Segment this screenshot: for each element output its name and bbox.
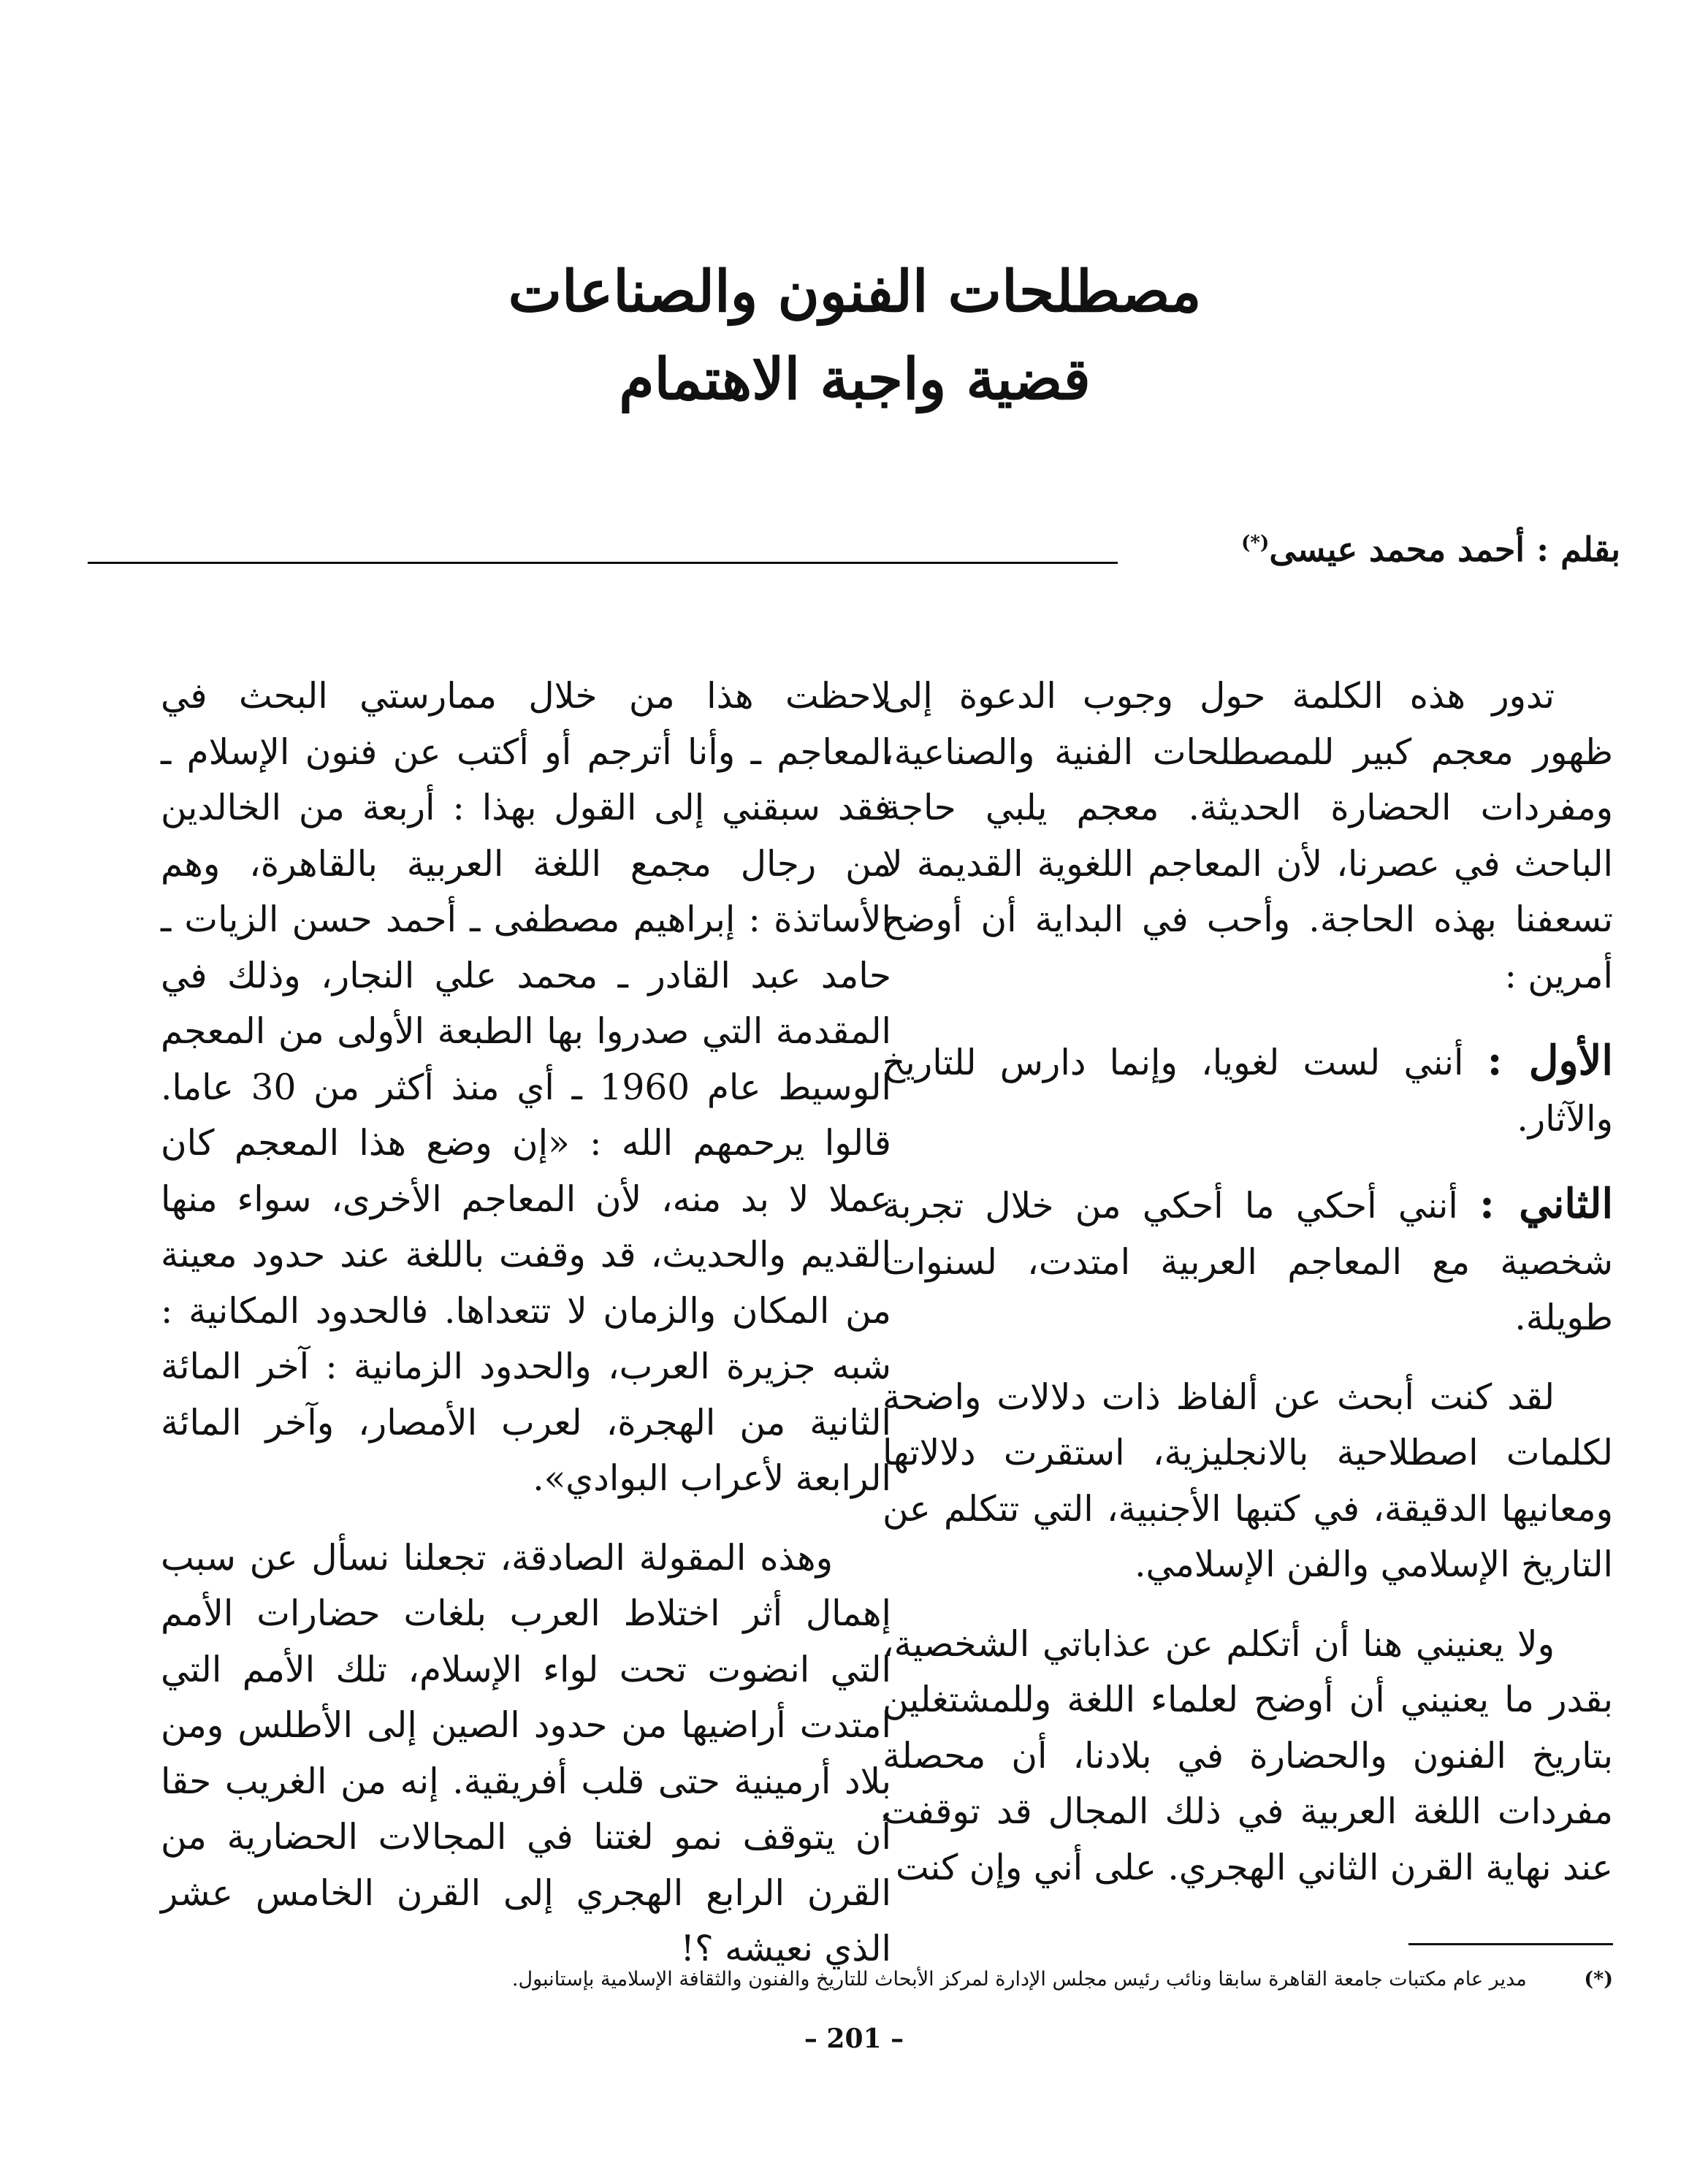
- byline-rule: [88, 562, 1118, 564]
- title-line-2: قضية واجبة الاهتمام: [619, 346, 1091, 413]
- point-first-text: أنني لست لغويا، وإنما دارس للتاريخ والآثار.: [882, 1042, 1613, 1140]
- author-footnote-marker: (*): [1241, 532, 1270, 554]
- intro-paragraph: تدور هذه الكلمة حول وجوب الدعوة إلى ظهور معجم كبير للمصطلحات الفنية والصناعية، ومفردات الحضارة الحديثة. معجم يلبي حاجة الباحث في عصرنا، لأن المعاجم اللغوية القديمة لا تسعفنا بهذه الحاجة. وأحب في البداية أن أوضح أمرين :: [882, 676, 1613, 996]
- author-byline: [1241, 530, 1620, 569]
- author-name: بقلم : أحمد محمد عيسى: [1269, 530, 1620, 569]
- page-number: – 201 –: [804, 2023, 904, 2054]
- title-line-1: مصطلحات الفنون والصناعات: [508, 259, 1202, 325]
- paragraph-english-terms: لقد كنت أبحث عن ألفاظ ذات دلالات واضحة لكلمات اصطلاحية بالانجليزية، استقرت دلالاتها ومعانيها الدقيقة، في كتبها الأجنبية، التي تتكلم عن التاريخ الإسلامي والفن الإسلامي.: [882, 1376, 1613, 1585]
- point-second: [882, 1176, 1613, 1346]
- paragraph-personal: ولا يعنيني هنا أن أتكلم عن عذاباتي الشخصية، بقدر ما يعنيني أن أوضح لعلماء اللغة وللمشتغلين بتاريخ الفنون والحضارة في بلادنا، أن محصلة مفردات اللغة العربية في ذلك المجال قد توقفت عند نهاية القرن الثاني الهجري. على أني وإن كنت: [882, 1623, 1613, 1888]
- paragraph-question: وهذه المقولة الصادقة، تجعلنا نسأل عن سبب إهمال أثر اختلاط العرب بلغات حضارات الأمم التي انضوت تحت لواء الإسلام، تلك الأمم التي امتدت أراضيها من حدود الصين إلى الأطلس ومن بلاد أرمينية حتى قلب أفريقية. إنه من الغريب حقا أن يتوقف نمو لغتنا في المجالات الحضارية من القرن الرابع الهجري إلى القرن الخامس عشر الذي نعيشه ؟!: [161, 1537, 891, 1969]
- point-second-text: أنني أحكي ما أحكي من خلال تجربة شخصية مع المعاجم العربية امتدت، لسنوات طويلة.: [882, 1186, 1613, 1338]
- left-column: [161, 668, 891, 1977]
- point-first-label: الأول :: [1487, 1037, 1613, 1085]
- article-title: [365, 248, 1344, 424]
- footnote: [219, 1961, 1613, 1998]
- point-second-label: الثاني :: [1479, 1180, 1614, 1228]
- footnote-marker: (*): [1584, 1968, 1613, 1991]
- byline: [88, 530, 1620, 581]
- footnote-text: مدير عام مكتبات جامعة القاهرة سابقا ونائب رئيس مجلس الإدارة لمركز الأبحاث للتاريخ والفنون والثقافة الإسلامية بإستانبول.: [511, 1968, 1527, 1991]
- right-column: [882, 668, 1613, 1896]
- point-first: [882, 1033, 1613, 1147]
- paragraph-wasit-quote: لاحظت هذا من خلال ممارستي البحث في المعاجم ـ وأنا أترجم أو أكتب عن فنون الإسلام ـ فقد سبقني إلى القول بهذا : أربعة من الخالدين من رجال مجمع اللغة العربية بالقاهرة، وهم الأساتذة : إبراهيم مصطفى ـ أحمد حسن الزيات ـ حامد عبد القادر ـ محمد علي النجار، وذلك في المقدمة التي صدروا بها الطبعة الأولى من المعجم الوسيط عام 1960 ـ أي منذ أكثر من 30 عاما. قالوا يرحمهم الله : «إن وضع هذا المعجم كان عملا لا بد منه، لأن المعاجم الأخرى، سواء منها القديم والحديث، قد وقفت باللغة عند حدود معينة من المكان والزمان لا تتعداها. فالحدود المكانية : شبه جزيرة العرب، والحدود الزمانية : آخر المائة الثانية من الهجرة، لعرب الأمصار، وآخر المائة الرابعة لأعراب البوادي».: [161, 676, 891, 1499]
- footnote-rule: [1408, 1943, 1613, 1945]
